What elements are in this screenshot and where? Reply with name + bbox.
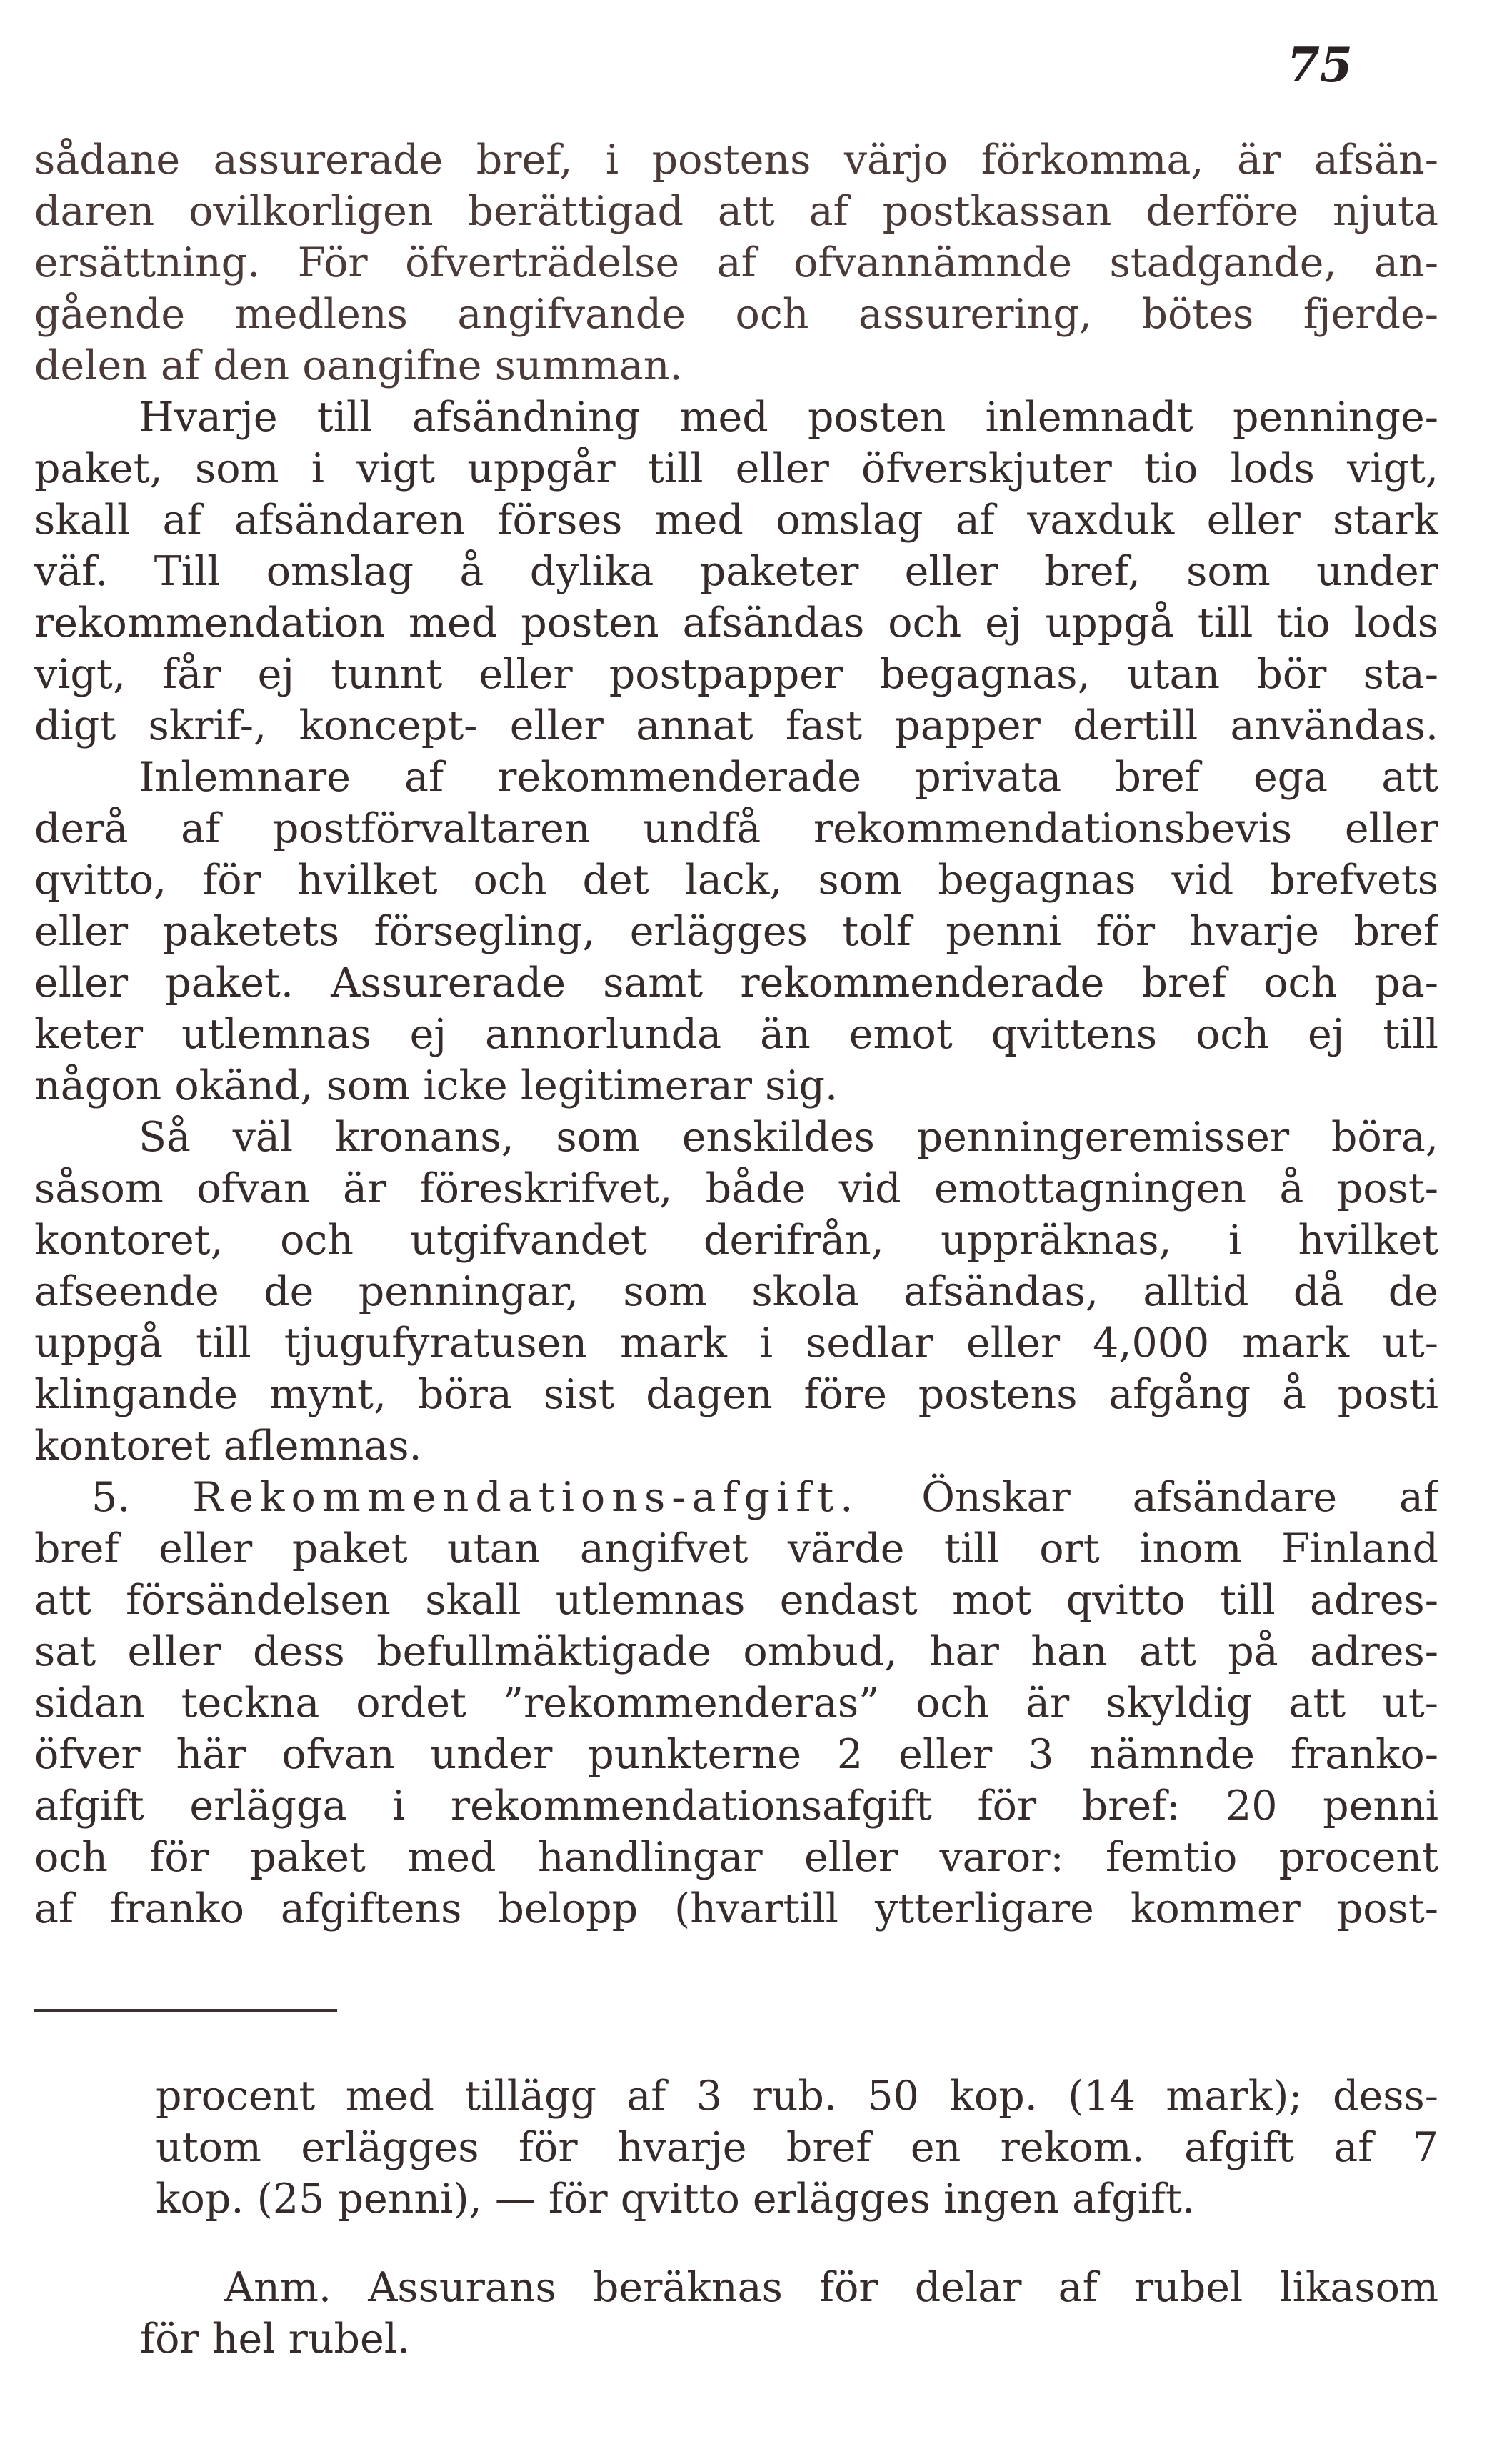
text-line: och för paket med handlingar eller varor: femtio procent (34, 1834, 1438, 1881)
footnote-separator (34, 2009, 337, 2012)
section-5-heading-line (34, 1472, 1438, 1523)
text-line: sat eller dess befullmäktigade ombud, har han att på adres- (34, 1628, 1438, 1675)
text-line: derå af postförvaltaren undfå rekommendationsbevis eller (34, 805, 1438, 852)
text-line: väf. Till omslag å dylika paketer eller bref, som under (34, 548, 1438, 595)
text-line: eller paketets försegling, erlägges tolf penni för hvarje bref (34, 908, 1438, 955)
footnote-line: procent med tillägg af 3 rub. 50 kop. (14 mark); dess- (156, 2073, 1438, 2120)
text-line: skall af afsändaren förses med omslag af vaxduk eller stark (34, 497, 1438, 544)
text-line: vigt, får ej tunnt eller postpapper begagnas, utan bör sta- (34, 651, 1438, 698)
text-line: Inlemnare af rekommenderade privata bref ega att (139, 754, 1438, 801)
text-line: afseende de penningar, som skola afsändas, alltid då de (34, 1268, 1438, 1315)
text-line: delen af den oangifne summan. (34, 342, 683, 389)
text-line: Hvarje till afsändning med posten inlemnadt penninge- (139, 394, 1438, 441)
page-number: 75 (1287, 37, 1353, 93)
text-line: kontoret aflemnas. (34, 1422, 422, 1470)
text-line: afgift erlägga i rekommendationsafgift för bref: 20 penni (34, 1782, 1438, 1830)
text-line: klingande mynt, böra sist dagen före postens afgång å posti (34, 1371, 1438, 1418)
text-line: qvitto, för hvilket och det lack, som begagnas vid brefvets (34, 857, 1438, 904)
text-line: bref eller paket utan angifvet värde till ort inom Finland (34, 1525, 1438, 1572)
annotation-note (140, 2262, 1438, 2365)
text-line: af franko afgiftens belopp (hvartill ytterligare kommer post- (34, 1885, 1438, 1932)
section-number: 5. (91, 1474, 131, 1521)
text-line: daren ovilkorligen berättigad att af postkassan derföre njuta (34, 188, 1438, 235)
section-heading: Rekommendations-afgift. (192, 1474, 860, 1521)
text-line: rekommendation med posten afsändas och ej uppgå till tio lods (34, 599, 1438, 647)
text-line: öfver här ofvan under punkterne 2 eller 3 nämnde franko- (34, 1731, 1438, 1778)
text-line: ersättning. För öfverträdelse af ofvannämnde stadgande, an- (34, 239, 1438, 286)
text-line: såsom ofvan är föreskrifvet, både vid emottagningen å post- (34, 1165, 1438, 1212)
text-line: att försändelsen skall utlemnas endast mot qvitto till adres- (34, 1577, 1438, 1624)
text-line: kontoret, och utgifvandet derifrån, uppräknas, i hvilket (34, 1217, 1438, 1264)
text-line: paket, som i vigt uppgår till eller öfverskjuter tio lods vigt, (34, 445, 1438, 492)
text-line: digt skrif-, koncept- eller annat fast papper dertill användas. (34, 702, 1438, 749)
footnote (156, 2070, 1438, 2225)
footnote-line: kop. (25 penni), — för qvitto erlägges ingen afgift. (156, 2175, 1196, 2223)
anm-line: för hel rubel. (140, 2315, 411, 2363)
section-heading-rest: Önskar afsändare af (921, 1474, 1438, 1521)
main-text (34, 134, 1438, 1935)
text-line: keter utlemnas ej annorlunda än emot qvittens och ej till (34, 1011, 1438, 1058)
text-line: sådane assurerade bref, i postens värjo förkomma, är afsän- (34, 136, 1438, 184)
text-line: någon okänd, som icke legitimerar sig. (34, 1062, 838, 1109)
text-line: uppgå till tjugufyratusen mark i sedlar eller 4,000 mark ut- (34, 1320, 1438, 1367)
anm-line: Anm. Assurans beräknas för delar af rubel likasom (224, 2264, 1438, 2311)
text-line: eller paket. Assurerade samt rekommenderade bref och pa- (34, 959, 1438, 1007)
text-line: gående medlens angifvande och assurering, bötes fjerde- (34, 291, 1438, 338)
text-line: sidan teckna ordet ”rekommenderas” och är skyldig att ut- (34, 1680, 1438, 1727)
text-line: Så väl kronans, som enskildes penningeremisser böra, (139, 1114, 1438, 1161)
footnote-line: utom erlägges för hvarje bref en rekom. afgift af 7 (156, 2124, 1438, 2171)
